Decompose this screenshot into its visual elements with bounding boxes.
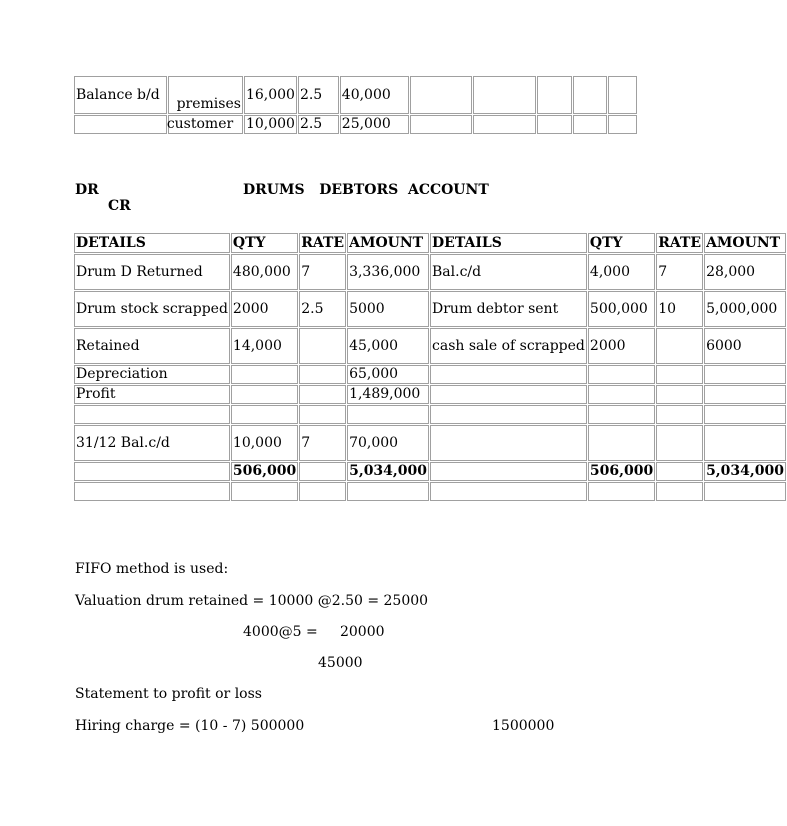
cell bbox=[588, 425, 655, 461]
header-amount: AMOUNT bbox=[347, 233, 429, 253]
table-row bbox=[74, 385, 786, 404]
table-row bbox=[74, 365, 786, 384]
cell bbox=[430, 425, 587, 461]
cell bbox=[704, 482, 786, 501]
cell: 7 bbox=[299, 425, 346, 461]
cell: Profit bbox=[74, 385, 230, 404]
cell-amount: 25,000 bbox=[340, 115, 409, 134]
cell-empty bbox=[608, 115, 637, 134]
cell: 70,000 bbox=[347, 425, 429, 461]
cell bbox=[299, 328, 346, 364]
header-qty: QTY bbox=[588, 233, 655, 253]
cell: Drum debtor sent bbox=[430, 291, 587, 327]
table-total-row bbox=[74, 462, 786, 481]
cell-empty bbox=[74, 115, 167, 134]
cell: Retained bbox=[74, 328, 230, 364]
cell-empty bbox=[537, 115, 573, 134]
cell bbox=[656, 482, 703, 501]
cell-total-amount: 5,034,000 bbox=[349, 463, 428, 479]
table-row bbox=[74, 115, 637, 134]
cell-total-qty: 506,000 bbox=[589, 463, 654, 479]
cell bbox=[299, 385, 346, 404]
cell-empty bbox=[410, 76, 472, 114]
cell-empty bbox=[410, 115, 472, 134]
cell bbox=[656, 425, 703, 461]
header-rate: RATE bbox=[299, 233, 346, 253]
cell bbox=[299, 462, 346, 481]
cell bbox=[231, 405, 298, 424]
cell: 2000 bbox=[231, 291, 298, 327]
cell-empty bbox=[573, 76, 607, 114]
cell bbox=[74, 405, 230, 424]
cell-empty bbox=[473, 115, 535, 134]
balance-table bbox=[73, 75, 638, 135]
table-row bbox=[74, 482, 786, 501]
cell: 6000 bbox=[704, 328, 786, 364]
cell bbox=[704, 385, 786, 404]
cell bbox=[430, 482, 587, 501]
cell bbox=[656, 385, 703, 404]
table-row bbox=[74, 254, 786, 290]
cell-sub bbox=[168, 115, 243, 134]
cell bbox=[588, 385, 655, 404]
cell-empty bbox=[608, 76, 637, 114]
cell bbox=[588, 405, 655, 424]
cell bbox=[347, 482, 429, 501]
statement-heading: Statement to profit or loss bbox=[75, 686, 262, 702]
cell: 2.5 bbox=[299, 291, 346, 327]
sub-label: customer bbox=[166, 116, 234, 132]
cell bbox=[74, 462, 230, 481]
cell-amount: 40,000 bbox=[340, 76, 409, 114]
cell bbox=[430, 365, 587, 384]
cell bbox=[430, 462, 587, 481]
cell bbox=[704, 365, 786, 384]
cell bbox=[299, 482, 346, 501]
cell: 4,000 bbox=[588, 254, 655, 290]
cell: 7 bbox=[656, 254, 703, 290]
cell-rate: 2.5 bbox=[298, 115, 339, 134]
cell-rate: 2.5 bbox=[298, 76, 339, 114]
valuation-line-2: 4000@5 = 20000 bbox=[243, 624, 385, 640]
cell bbox=[299, 365, 346, 384]
table-row bbox=[74, 76, 637, 114]
hiring-charge: Hiring charge = (10 - 7) 500000 bbox=[75, 718, 305, 734]
header-qty: QTY bbox=[231, 233, 298, 253]
cell: 10,000 bbox=[231, 425, 298, 461]
cell: Bal.c/d bbox=[430, 254, 587, 290]
cell: cash sale of scrapped bbox=[430, 328, 587, 364]
header-rate: RATE bbox=[656, 233, 703, 253]
cell: 14,000 bbox=[231, 328, 298, 364]
cell-empty bbox=[473, 76, 535, 114]
cell: 28,000 bbox=[704, 254, 786, 290]
table-row bbox=[74, 405, 786, 424]
hiring-charge-value: 1500000 bbox=[492, 718, 555, 734]
header-details: DETAILS bbox=[430, 233, 587, 253]
cell bbox=[656, 365, 703, 384]
table-header-row bbox=[74, 233, 786, 253]
cell bbox=[299, 405, 346, 424]
cell bbox=[74, 482, 230, 501]
header-details: DETAILS bbox=[74, 233, 230, 253]
cell bbox=[430, 405, 587, 424]
cell-sub: premises bbox=[168, 76, 243, 114]
cell bbox=[588, 365, 655, 384]
cell-total-amount: 5,034,000 bbox=[706, 463, 784, 479]
cell bbox=[656, 328, 703, 364]
cell: 3,336,000 bbox=[347, 254, 429, 290]
cell: 5,000,000 bbox=[704, 291, 786, 327]
cr-label: CR bbox=[108, 198, 131, 214]
valuation-line: Valuation drum retained = 10000 @2.50 = 25000 bbox=[75, 593, 429, 609]
cell: 65,000 bbox=[347, 365, 429, 384]
cell bbox=[704, 405, 786, 424]
fifo-note: FIFO method is used: bbox=[75, 561, 229, 577]
cell-details: Balance b/d bbox=[74, 76, 167, 114]
cell: 10 bbox=[656, 291, 703, 327]
dr-label: DR bbox=[75, 182, 99, 198]
cell: 5000 bbox=[347, 291, 429, 327]
header-amount: AMOUNT bbox=[704, 233, 786, 253]
cell: 500,000 bbox=[588, 291, 655, 327]
valuation-total: 45000 bbox=[318, 655, 363, 671]
cell bbox=[704, 425, 786, 461]
table-row bbox=[74, 328, 786, 364]
cell-empty bbox=[537, 76, 573, 114]
cell-qty: 16,000 bbox=[244, 76, 297, 114]
drums-debtors-table bbox=[73, 232, 787, 502]
cell bbox=[231, 482, 298, 501]
cell bbox=[231, 365, 298, 384]
cell-qty: 10,000 bbox=[245, 116, 295, 132]
cell bbox=[231, 385, 298, 404]
cell bbox=[656, 462, 703, 481]
cell: 31/12 Bal.c/d bbox=[74, 425, 230, 461]
cell bbox=[347, 405, 429, 424]
table-row bbox=[74, 425, 786, 461]
account-title: DRUMS DEBTORS ACCOUNT bbox=[243, 182, 489, 198]
cell bbox=[430, 385, 587, 404]
cell bbox=[656, 405, 703, 424]
cell: Drum D Returned bbox=[74, 254, 230, 290]
cell: 1,489,000 bbox=[347, 385, 429, 404]
cell-total-qty: 506,000 bbox=[232, 463, 297, 479]
cell: 45,000 bbox=[347, 328, 429, 364]
cell: 2000 bbox=[588, 328, 655, 364]
cell: Depreciation bbox=[74, 365, 230, 384]
table-row bbox=[74, 291, 786, 327]
cell: Drum stock scrapped bbox=[74, 291, 230, 327]
cell: 7 bbox=[299, 254, 346, 290]
cell-empty bbox=[573, 115, 607, 134]
cell: 480,000 bbox=[231, 254, 298, 290]
cell bbox=[588, 482, 655, 501]
